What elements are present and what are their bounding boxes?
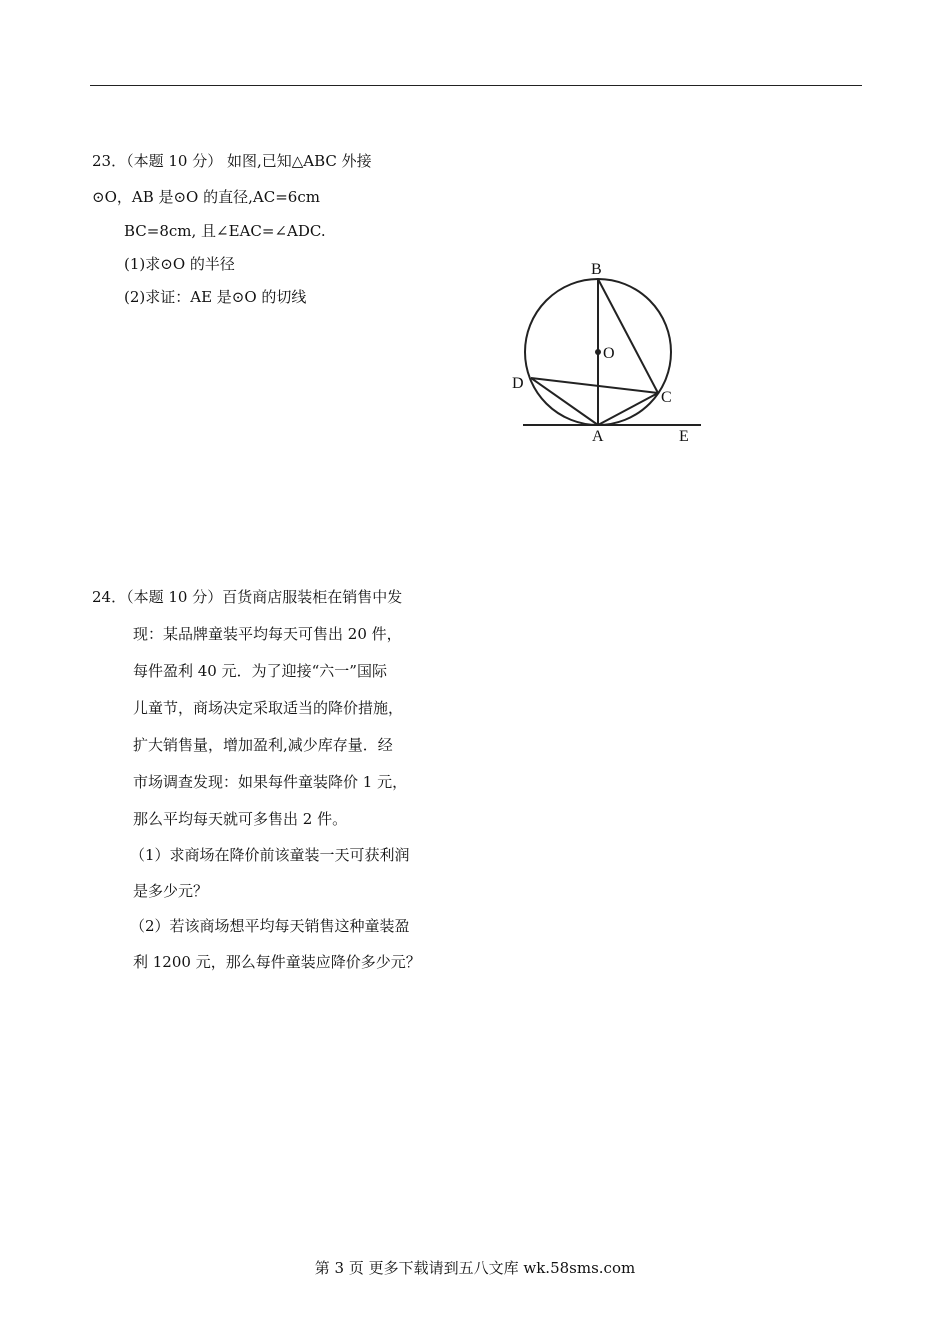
circle-diagram [505,255,710,455]
label-d: D [512,375,524,392]
q24-part-2-cont: 利 1200 元，那么每件童装应降价多少元？ [133,953,421,971]
label-a: A [592,428,604,445]
segment-ac [598,393,658,425]
label-b: B [591,261,602,278]
label-e: E [679,428,689,445]
q24-line-5: 扩大销售量，增加盈利,减少库存量．经 [133,736,393,754]
q24-line-2: 现：某品牌童装平均每天可售出 20 件， [133,625,402,643]
q24-part-1-cont: 是多少元？ [133,882,209,900]
q24-line-3: 每件盈利 40 元．为了迎接“六一”国际 [133,662,387,680]
q24-line-4: 儿童节，商场决定采取适当的降价措施， [133,699,404,717]
q24-line-1: 24．（本题 10 分）百货商店服装柜在销售中发 [92,588,403,606]
q24-line-6: 市场调查发现：如果每件童装降价 1 元， [133,773,408,791]
q24-line-7: 那么平均每天就可多售出 2 件。 [133,810,348,828]
q24-part-1: （1）求商场在降价前该童装一天可获利润 [130,846,410,864]
label-c: C [661,389,672,406]
page-footer: 第 3 页 更多下载请到五八文库 wk.58sms.com [314,1259,636,1277]
q23-line-3: BC=8cm, 且∠EAC=∠ADC. [124,222,326,240]
header-rule [90,85,862,86]
q23-line-2: ⊙O，AB 是⊙O 的直径,AC=6cm [92,188,320,206]
segment-bc [598,279,658,393]
center-point [595,349,601,355]
label-o: O [603,345,615,362]
q23-part-2: (2)求证：AE 是⊙O 的切线 [124,288,307,306]
geometry-figure [505,255,710,455]
q23-line-1: 23．（本题 10 分） 如图,已知△ABC 外接 [92,152,372,170]
q24-part-2: （2）若该商场想平均每天销售这种童装盈 [130,917,410,935]
q23-part-1: (1)求⊙O 的半径 [124,255,235,273]
